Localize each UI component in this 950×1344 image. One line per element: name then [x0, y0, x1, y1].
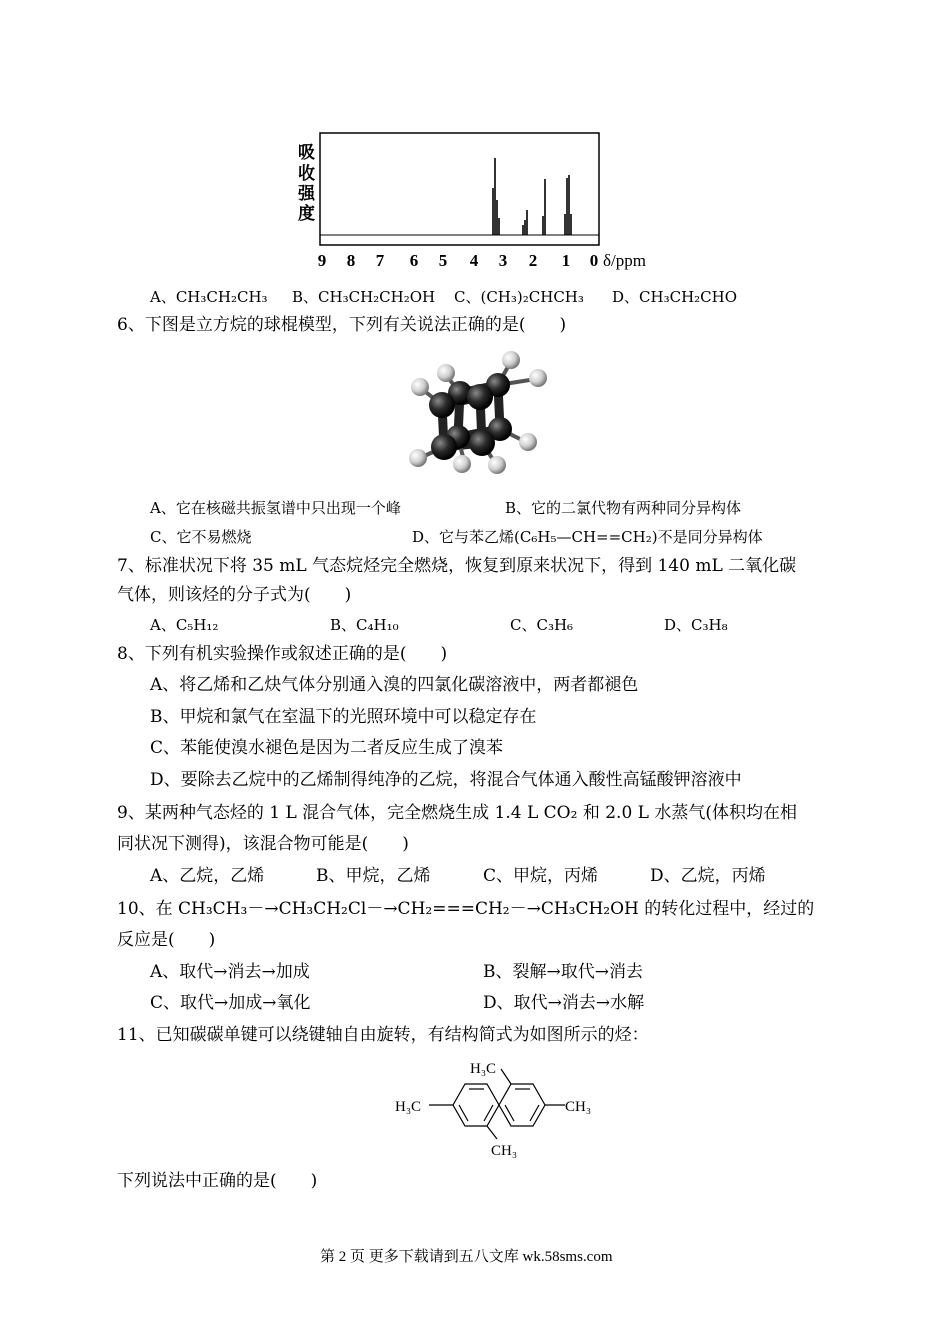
plot-frame	[320, 133, 599, 245]
q5-option-c: C、(CH₃)₂CHCH₃	[454, 288, 584, 306]
nmr-spectrum	[290, 128, 670, 278]
ylabel-char: 收	[298, 164, 315, 183]
q9-option-a: A、乙烷，乙烯	[150, 866, 265, 886]
q5-option-a: A、CH₃CH₂CH₃	[150, 288, 268, 306]
q10-option-b: B、裂解→取代→消去	[483, 962, 643, 982]
q7-option-d: D、C₃H₈	[664, 616, 728, 634]
q7-option-b: B、C₄H₁₀	[330, 616, 399, 634]
methyl-right: CH₃	[565, 1099, 592, 1115]
q6-option-d: D、它与苯乙烯(C₆H₅—CH==CH₂)不是同分异构体	[412, 528, 763, 546]
q6-option-b: B、它的二氯代物有两种同分异构体	[505, 499, 742, 517]
q9-option-b: B、甲烷，乙烯	[316, 866, 431, 886]
ylabel-char: 度	[298, 204, 315, 223]
q8-option-d: D、要除去乙烷中的乙烯制得纯净的乙烷，将混合气体通入酸性高锰酸钾溶液中	[150, 770, 742, 790]
tick-label: 9	[317, 251, 327, 270]
methyl-left: H₃C	[395, 1099, 422, 1115]
q10-stem-line1: 10、在 CH₃CH₃－→CH₃CH₂Cl－→CH₂===CH₂－→CH₃CH₂OH 的转化过程中，经过的	[117, 899, 815, 919]
q8-option-b: B、甲烷和氯气在室温下的光照环境中可以稳定存在	[150, 707, 537, 727]
q7-stem-line1: 7、标准状况下将 35 mL 气态烷烃完全燃烧，恢复到原来状况下，得到 140 mL 二氧化碳	[117, 556, 797, 576]
q7-option-c: C、C₃H₆	[510, 616, 574, 634]
q9-stem-line2: 同状况下测得)，该混合物可能是( )	[117, 834, 409, 854]
axis-unit: δ/ppm	[603, 251, 646, 270]
q9-option-d: D、乙烷，丙烯	[650, 866, 766, 886]
methyl-bottom: CH₃	[491, 1143, 518, 1159]
cubane-model	[402, 345, 562, 477]
tick-label: 8	[346, 251, 356, 270]
tick-label: 1	[561, 251, 571, 270]
ylabel-char: 强	[298, 184, 315, 203]
q6-option-a: A、它在核磁共振氢谱中只出现一个峰	[150, 499, 401, 517]
q10-stem-line2: 反应是( )	[117, 930, 216, 950]
structure-formula	[395, 1055, 615, 1165]
q8-option-c: C、苯能使溴水褪色是因为二者反应生成了溴苯	[150, 738, 504, 758]
ylabel-char: 吸	[298, 143, 315, 162]
q10-option-a: A、取代→消去→加成	[150, 962, 310, 982]
tick-label: 5	[438, 251, 448, 270]
q10-option-c: C、取代→加成→氧化	[150, 993, 311, 1013]
q8-option-a: A、将乙烯和乙炔气体分别通入溴的四氯化碳溶液中，两者都褪色	[150, 675, 639, 695]
tick-label: 7	[375, 251, 385, 270]
methyl-top: H₃C	[470, 1061, 497, 1077]
q9-option-c: C、甲烷，丙烯	[483, 866, 599, 886]
q7-stem-line2: 气体，则该烃的分子式为( )	[117, 585, 352, 605]
tick-label: 0	[589, 251, 599, 270]
tick-label: 3	[498, 251, 508, 270]
q7-option-a: A、C₅H₁₂	[150, 616, 219, 634]
tick-label: 6	[409, 251, 419, 270]
q6-option-c: C、它不易燃烧	[150, 528, 252, 546]
peaks	[493, 158, 571, 235]
q11-after: 下列说法中正确的是( )	[117, 1171, 318, 1191]
q5-option-d: D、CH₃CH₂CHO	[612, 288, 738, 306]
q6-stem: 6、下图是立方烷的球棍模型，下列有关说法正确的是( )	[117, 315, 567, 335]
q9-stem-line1: 9、某两种气态烃的 1 L 混合气体，完全燃烧生成 1.4 L CO₂ 和 2.0 L 水蒸气(体积均在相	[117, 803, 797, 823]
q11-stem: 11、已知碳碳单键可以绕键轴自由旋转，有结构简式为如图所示的烃：	[117, 1025, 649, 1045]
page-footer: 第 2 页 更多下载请到五八文库 wk.58sms.com	[320, 1249, 613, 1265]
q10-option-d: D、取代→消去→水解	[483, 993, 645, 1013]
q8-stem: 8、下列有机实验操作或叙述正确的是( )	[117, 644, 448, 664]
tick-label: 4	[469, 251, 479, 270]
q5-option-b: B、CH₃CH₂CH₂OH	[292, 288, 436, 306]
tick-label: 2	[528, 251, 538, 270]
